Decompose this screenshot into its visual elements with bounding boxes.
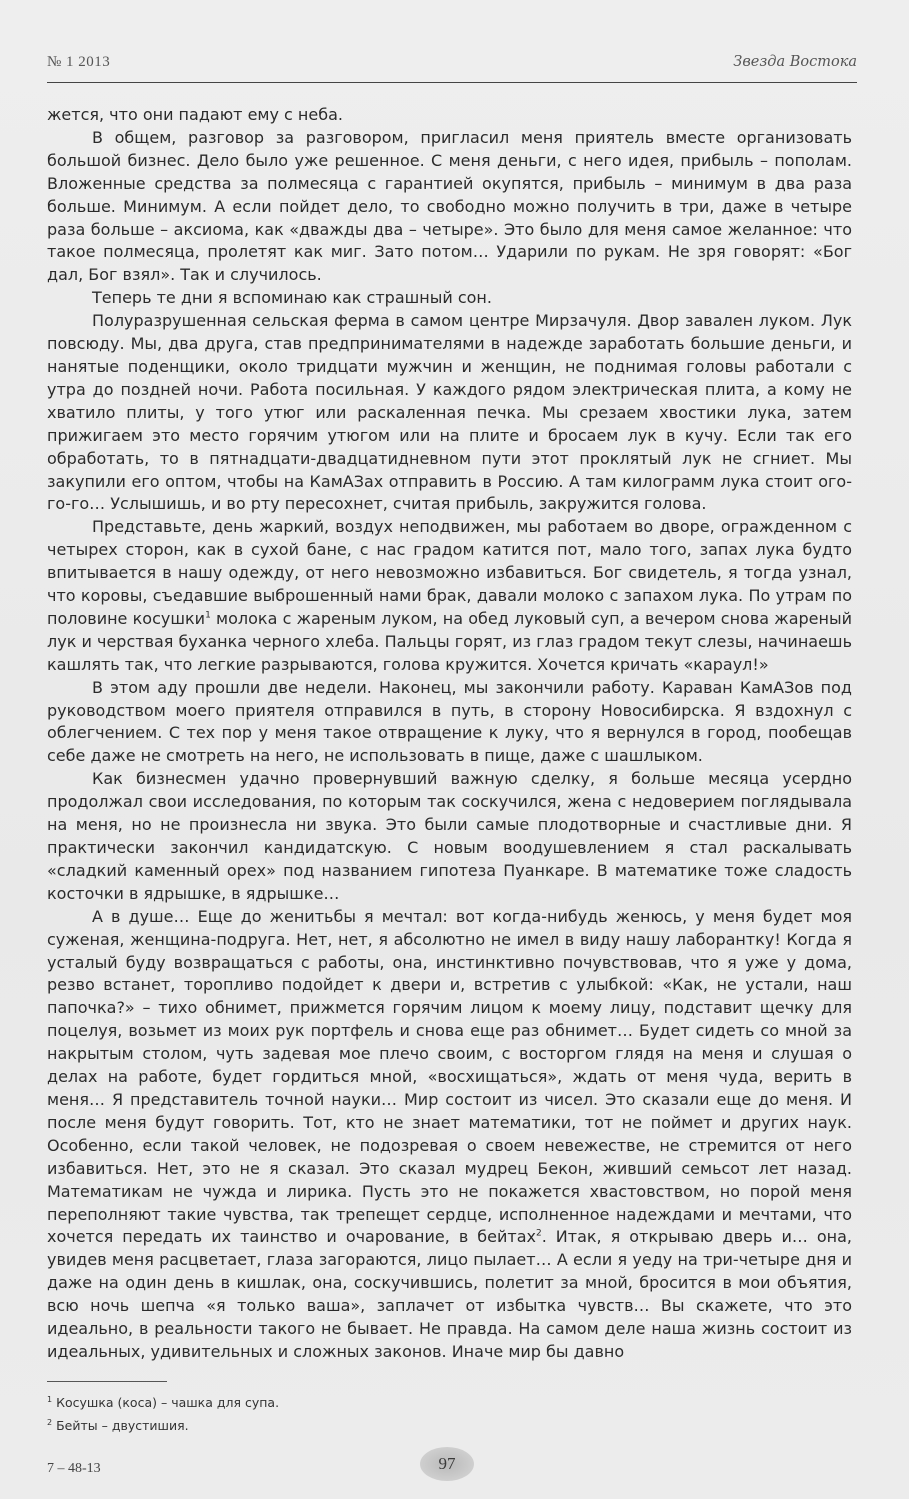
footnote-text: Бейты – двустишия. — [56, 1418, 189, 1434]
paragraph-text: Представьте, день жаркий, воздух неподвижен, мы работаем во дворе, огражденном с четырех сторон, как в сухой бане, с нас градом катится пот, мало того, запах лука будто впитывается в нашу одежду, от него невозможно избавиться. Бог свидетель, я тогда узнал, что коровы, съедавшие выброшенный нами брак, давали молоко с запахом лука. По утрам по половине косушки — [47, 517, 852, 628]
footnote — [47, 1390, 279, 1413]
paragraph: жется, что они падают ему с неба. — [47, 105, 343, 124]
paragraph — [47, 516, 852, 676]
paragraph: Полуразрушенная сельская ферма в самом центре Мирзачуля. Двор завален луком. Лук повсюду. Мы, два друга, став предпринимателями в надежде заработать большие деньги, и нанятые поденщики, около тридцати мужчин и женщин, не поднимая головы работали с утра до поздней ночи. Работа посильная. У каждого рядом электрическая плита, а кому не хватило плиты, у того утюг или раскаленная печка. Мы срезаем хвостики лука, затем прижигаем это место горячим утюгом или на плите и бросаем лук в кучу. Если так его обработать, то в пятнадцати-двадцатидневном пути этот проклятый лук не сгниет. Мы закупили его оптом, чтобы на КамАЗах отправить в Россию. А там килограмм лука стоит ого-го-го… Услышишь, и во рту пересохнет, считая прибыль, закружится голова. — [47, 311, 852, 514]
footnote — [47, 1413, 279, 1436]
paragraph-text: . Итак, я открываю дверь и… она, увидев меня расцветает, глаза загораются, лицо пылает… А если я уеду на три-четыре дня и даже на один день в кишлак, она, соскучившись, полетит за мной, бросится в мои объятия, всю ночь шепча «я только ваша», заплачет от избытка чувств… Вы скажете, что это идеально, в реальности такого не бывает. Не правда. На самом деле наша жизнь состоит из идеальных, удивительных и сложных законов. Иначе мир бы давно — [47, 1227, 852, 1361]
paragraph-text: А в душе… Еще до женитьбы я мечтал: вот когда-нибудь женюсь, у меня будет моя суженая, женщина-подруга. Нет, нет, я абсолютно не имел в виду нашу лаборантку! Когда я усталый буду возвращаться с работы, она, инстинктивно почувствовав, что я уже у дома, резво встанет, торопливо подойдет к двери и, встретив с улыбкой: «Как, не устали, наш папочка?» – тихо обнимет, прижмется горячим лицом к моему лицу, подставит щечку для поцелуя, возьмет из моих рук портфель и снова еще раз обнимет… Будет сидеть со мной за накрытым столом, чуть задевая мое плечо своим, с восторгом глядя на меня и слушая о делах на работе, будет гордиться мной, «восхищаться», ждать от меня чуда, верить в меня… Я представитель точной науки… Мир состоит из чисел. Это сказали еще до меня. И после меня будут говорить. Тот, кто не знает математики, тот не поймет и других наук. Особенно, если такой человек, не подозревая о своем невежестве, не стремится от него избавиться. Нет, это не я сказал. Это сказал мудрец Бекон, живший семьсот лет назад. Математикам не чужда и лирика. Пусть это не покажется хвастовством, но порой меня переполняют такие чувства, так трепещет сердце, исполненное надеждами и мечтами, что хочется передать их таинство и очарование, в бейтах — [47, 906, 852, 1247]
paragraph: В общем, разговор за разговором, пригласил меня приятель вместе организовать большой бизнес. Дело было уже решенное. С меня деньги, с него идея, прибыль – пополам. Вложенные средства за полмесяца с гарантией окупятся, прибыль – минимум в два раза больше. Минимум. А если пойдет дело, то свободно можно получить в три, даже в четыре раза больше – аксиома, как «дважды два – четыре». Это было для меня самое желанное: что такое полмесяца, пролетят как миг. Зато потом… Ударили по рукам. Не зря говорят: «Бог дал, Бог взял». Так и случилось. — [47, 127, 852, 285]
paragraph: В этом аду прошли две недели. Наконец, мы закончили работу. Караван КамАЗов под руководством моего приятеля отправился в путь, в сторону Новосибирска. Я вздохнул с облегчением. С тех пор у меня такое отвращение к луку, что я вернулся в город, пообещав себе даже не смотреть на него, не использовать в пище, даже с шашлыком. — [47, 677, 852, 766]
footnote-marker: 1 — [205, 610, 211, 621]
paragraph — [47, 906, 852, 1364]
paragraph: Как бизнесмен удачно провернувший важную сделку, я больше месяца усердно продолжал свои исследования, по которым так соскучился, жена с недоверием поглядывала на меня, но не произнесла ни звука. Это были самые плодотворные и счастливые дни. Я практически закончил кандидатскую. С новым воодушевлением я стал раскалывать «сладкий каменный орех» под названием гипотеза Пуанкаре. В математике тоже сладость косточки в ядрышке, в ядрышке… — [47, 769, 852, 903]
issue-number: № 1 2013 — [47, 54, 111, 70]
running-header — [47, 54, 857, 83]
paragraph: Теперь те дни я вспоминаю как страшный сон. — [92, 288, 492, 308]
footnotes — [47, 1390, 279, 1436]
paragraph-text: молока с жареным луком, на обед луковый суп, а вечером снова жареный лук и черствая буханка черного хлеба. Пальцы горят, из глаз градом текут слезы, начинаешь кашлять так, что легкие разрываются, голова кружится. Хочется кричать «караул!» — [47, 608, 853, 674]
footnote-mark: 1 — [47, 1395, 53, 1404]
page-number: 97 — [420, 1447, 474, 1481]
print-code: 7 – 48-13 — [47, 1461, 101, 1476]
article-body — [47, 104, 852, 1364]
magazine-title: Звезда Востока — [733, 54, 857, 70]
footnote-mark: 2 — [47, 1418, 53, 1428]
footnote-text: Косушка (коса) – чашка для супа. — [56, 1395, 280, 1411]
footnote-marker: 2 — [535, 1229, 542, 1240]
footnote-divider — [47, 1381, 167, 1382]
